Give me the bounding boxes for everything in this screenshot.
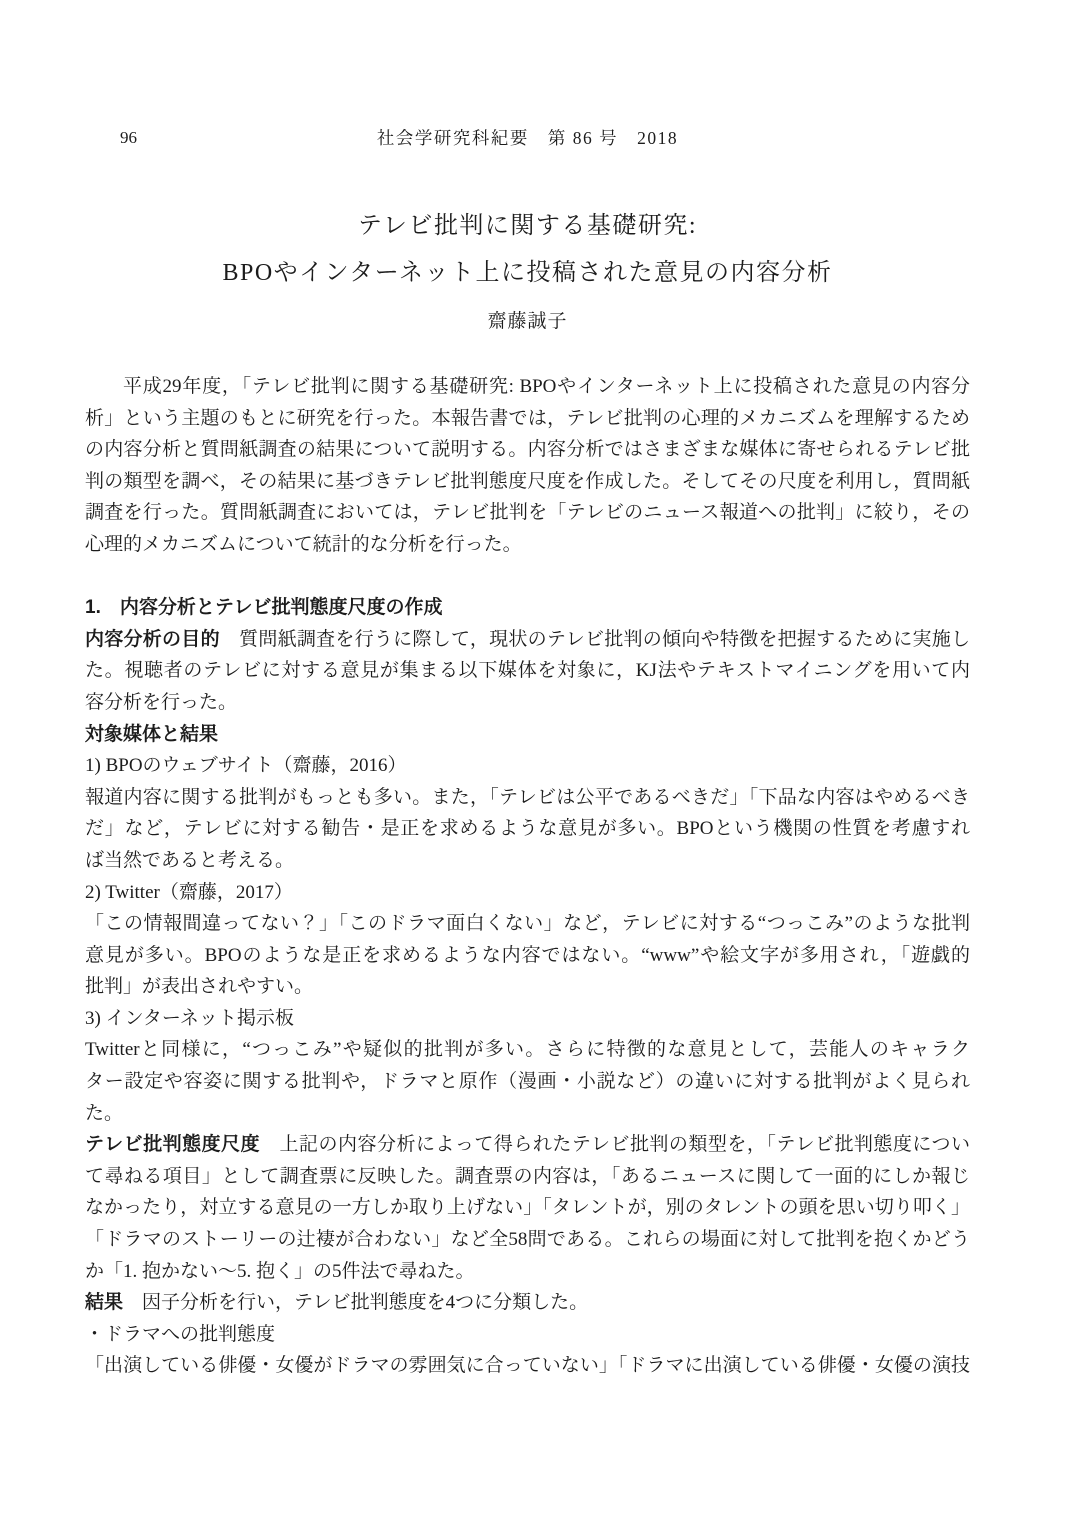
text-line: だ」など，テレビに対する勧告・是正を求めるような意見が多い。BPOという機関の性質を考慮すれ [85,818,970,840]
text-line: 2) Twitter（齋藤，2017） [85,881,293,903]
text-line: 1) BPOのウェブサイト（齋藤，2016） [85,755,407,777]
text-line: 「出演している俳優・女優がドラマの雰囲気に合っていない」「ドラマに出演している俳優・女優の演技 [85,1355,970,1377]
text-line: ば当然であると考える。 [85,849,295,871]
paper-title-line1: テレビ批判に関する基礎研究: [357,213,698,239]
text-line: 内容分析の目的 質問紙調査を行うに際して，現状のテレビ批判の傾向や特徴を把握するために実施し [85,628,970,650]
text-line: の内容分析と質問紙調査の結果について説明する。内容分析ではさまざまな媒体に寄せられるテレビ批 [85,439,970,461]
text-line: Twitterと同様に，“つっこみ”や疑似的批判が多い。さらに特徴的な意見として，芸能人のキャラク [85,1039,970,1061]
bold-label: 1. 内容分析とテレビ批判態度尺度の作成 [85,597,443,619]
text-line: ・ドラマへの批判態度 [85,1323,276,1345]
text-line: た。 [85,1102,124,1124]
text-line: 結果 因子分析を行い，テレビ批判態度を4つに分類した。 [85,1292,589,1314]
text-line: 判の類型を調べ，その結果に基づきテレビ批判態度尺度を作成した。そしてその尺度を利用し，質問紙 [85,470,970,492]
bold-label: 対象媒体と結果 [85,723,219,745]
text-line: 調査を行った。質問紙調査においては，テレビ批判を「テレビのニュース報道への批判」に絞り，その [85,502,970,524]
author-name: 齋藤誠子 [487,311,568,332]
text-line: 報道内容に関する批判がもっとも多い。また，「テレビは公平であるべきだ」「下品な内容はやめるべき [85,786,970,808]
paper-title [85,203,970,297]
text-line: 心理的メカニズムについて統計的な分析を行った。 [85,533,522,555]
text-line: 平成29年度，「テレビ批判に関する基礎研究: BPOやインターネット上に投稿された意見の内容分 [123,376,970,397]
text-line: ター設定や容姿に関する批判や，ドラマと原作（漫画・小説など）の違いに対する批判がよく見られ [85,1071,970,1093]
text-line: なかったり，対立する意見の一方しか取り上げない」「タレントが，別のタレントの頭を思い切り叩く」 [85,1197,970,1219]
section-heading [85,592,970,624]
bold-label: 内容分析の目的 [85,628,220,650]
text-line: て尋ねる項目」として調査票に反映した。調査票の内容は，「あるニュースに関して一面的にしか報じ [85,1165,970,1187]
text-line: 析」という主題のもとに研究を行った。本報告書では，テレビ批判の心理的メカニズムを理解するため [85,407,970,429]
text-line: 「この情報間違ってない？」「このドラマ面白くない」など，テレビに対する“つっこみ”のような批判 [85,913,970,935]
text-line: テレビ批判態度尺度 上記の内容分析によって得られたテレビ批判の類型を，「テレビ批判態度につい [85,1134,970,1156]
page-number: 96 [120,128,137,147]
text-line: 3) インターネット掲示板 [85,1007,294,1029]
text-line: 批判」が表出されやすい。 [85,976,314,998]
journal-header: 社会学研究科紀要 第 86 号 2018 [376,128,679,148]
text-line: か「1. 抱かない〜5. 抱く」の5件法で尋ねた。 [85,1260,475,1282]
text-line: 容分析を行った。 [85,691,238,713]
subsection-heading [85,719,970,751]
bold-label: 結果 [85,1292,124,1314]
bold-label: テレビ批判態度尺度 [85,1134,261,1156]
text-line: 意見が多い。BPOのような是正を求めるような内容ではない。“www”や絵文字が多用され，「遊戯的 [85,944,970,966]
blank-line [85,561,970,593]
text-line: 「ドラマのストーリーの辻褄が合わない」など全58問である。これらの場面に対して批判を抱くかどう [85,1229,970,1251]
text-line: た。視聴者のテレビに対する意見が集まる以下媒体を対象に，KJ法やテキストマイニングを用いて内 [85,660,970,682]
body-text [85,371,970,1382]
paper-title-line2: BPOやインターネット上に投稿された意見の内容分析 [222,260,833,286]
